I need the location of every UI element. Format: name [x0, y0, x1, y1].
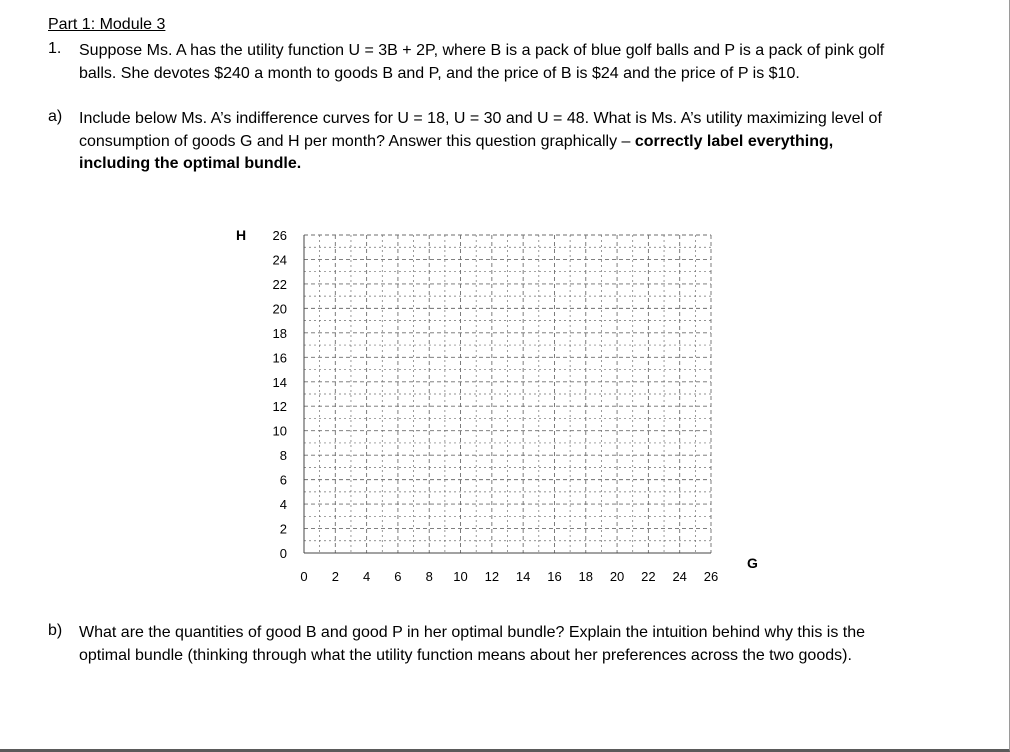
y-tick-label: 24 — [272, 252, 287, 268]
x-axis-label: G — [747, 555, 758, 571]
x-tick-label: 2 — [331, 569, 339, 584]
y-tick-label: 12 — [272, 399, 287, 415]
y-tick-label: 4 — [279, 497, 287, 513]
x-tick-label: 14 — [515, 569, 531, 584]
x-tick-label: 4 — [362, 569, 371, 584]
x-tick-label: 18 — [578, 569, 594, 584]
part-a-label: a) — [48, 108, 63, 125]
part-b-label: b) — [48, 622, 63, 639]
y-tick-label: 16 — [272, 350, 287, 366]
x-tick-label: 24 — [672, 569, 687, 584]
question-line-2: balls. She devotes $240 a month to goods B and P, and the price of B is $24 and the price of P is $10. — [79, 64, 800, 82]
page-heading: Part 1: Module 3 — [48, 16, 166, 33]
y-tick-label: 18 — [272, 325, 287, 341]
x-tick-label: 8 — [425, 569, 433, 584]
x-tick-label: 0 — [300, 569, 308, 584]
y-axis-label: H — [236, 227, 247, 243]
x-tick-label: 22 — [641, 569, 656, 584]
y-tick-label: 8 — [279, 448, 287, 464]
part-b-text — [79, 622, 979, 667]
question-number: 1. — [48, 40, 62, 57]
part-a-line-1: Include below Ms. A’s indifference curves for U = 18, U = 30 and U = 48. What is Ms. A’s utility maximizing level of — [79, 110, 882, 127]
y-tick-label: 20 — [272, 301, 287, 317]
x-tick-label: 6 — [394, 569, 402, 584]
y-tick-label: 0 — [279, 546, 287, 561]
x-tick-label: 26 — [703, 569, 719, 584]
x-tick-label: 12 — [484, 569, 500, 584]
y-tick-label: 14 — [272, 374, 287, 390]
x-tick-label: 20 — [609, 569, 625, 584]
y-tick-label: 6 — [279, 472, 287, 488]
y-tick-label: 2 — [279, 521, 287, 537]
chart-grid — [304, 235, 711, 553]
part-a-line-2-plain: consumption of goods G and H per month? Answer this question graphically – — [79, 132, 635, 150]
x-tick-label: 16 — [547, 569, 562, 584]
part-a-line-3: including the optimal bundle. — [79, 155, 302, 172]
y-tick-label: 26 — [272, 228, 287, 243]
x-axis-ticks — [300, 569, 718, 584]
part-b-line-2: optimal bundle (thinking through what the utility function means about her preferences across the two goods). — [79, 646, 852, 664]
part-a-line-2-bold: correctly label everything, — [634, 132, 834, 150]
question-line-1: Suppose Ms. A has the utility function U = 3B + 2P, where B is a pack of blue golf balls and P is a pack of pink golf — [79, 42, 885, 59]
y-tick-label: 10 — [272, 423, 287, 439]
y-tick-label: 22 — [272, 276, 287, 292]
part-b-line-1: What are the quantities of good B and good P in her optimal bundle? Explain the intuition behind why this is the — [79, 624, 865, 641]
x-tick-label: 10 — [453, 569, 468, 584]
y-axis-ticks — [273, 228, 287, 561]
